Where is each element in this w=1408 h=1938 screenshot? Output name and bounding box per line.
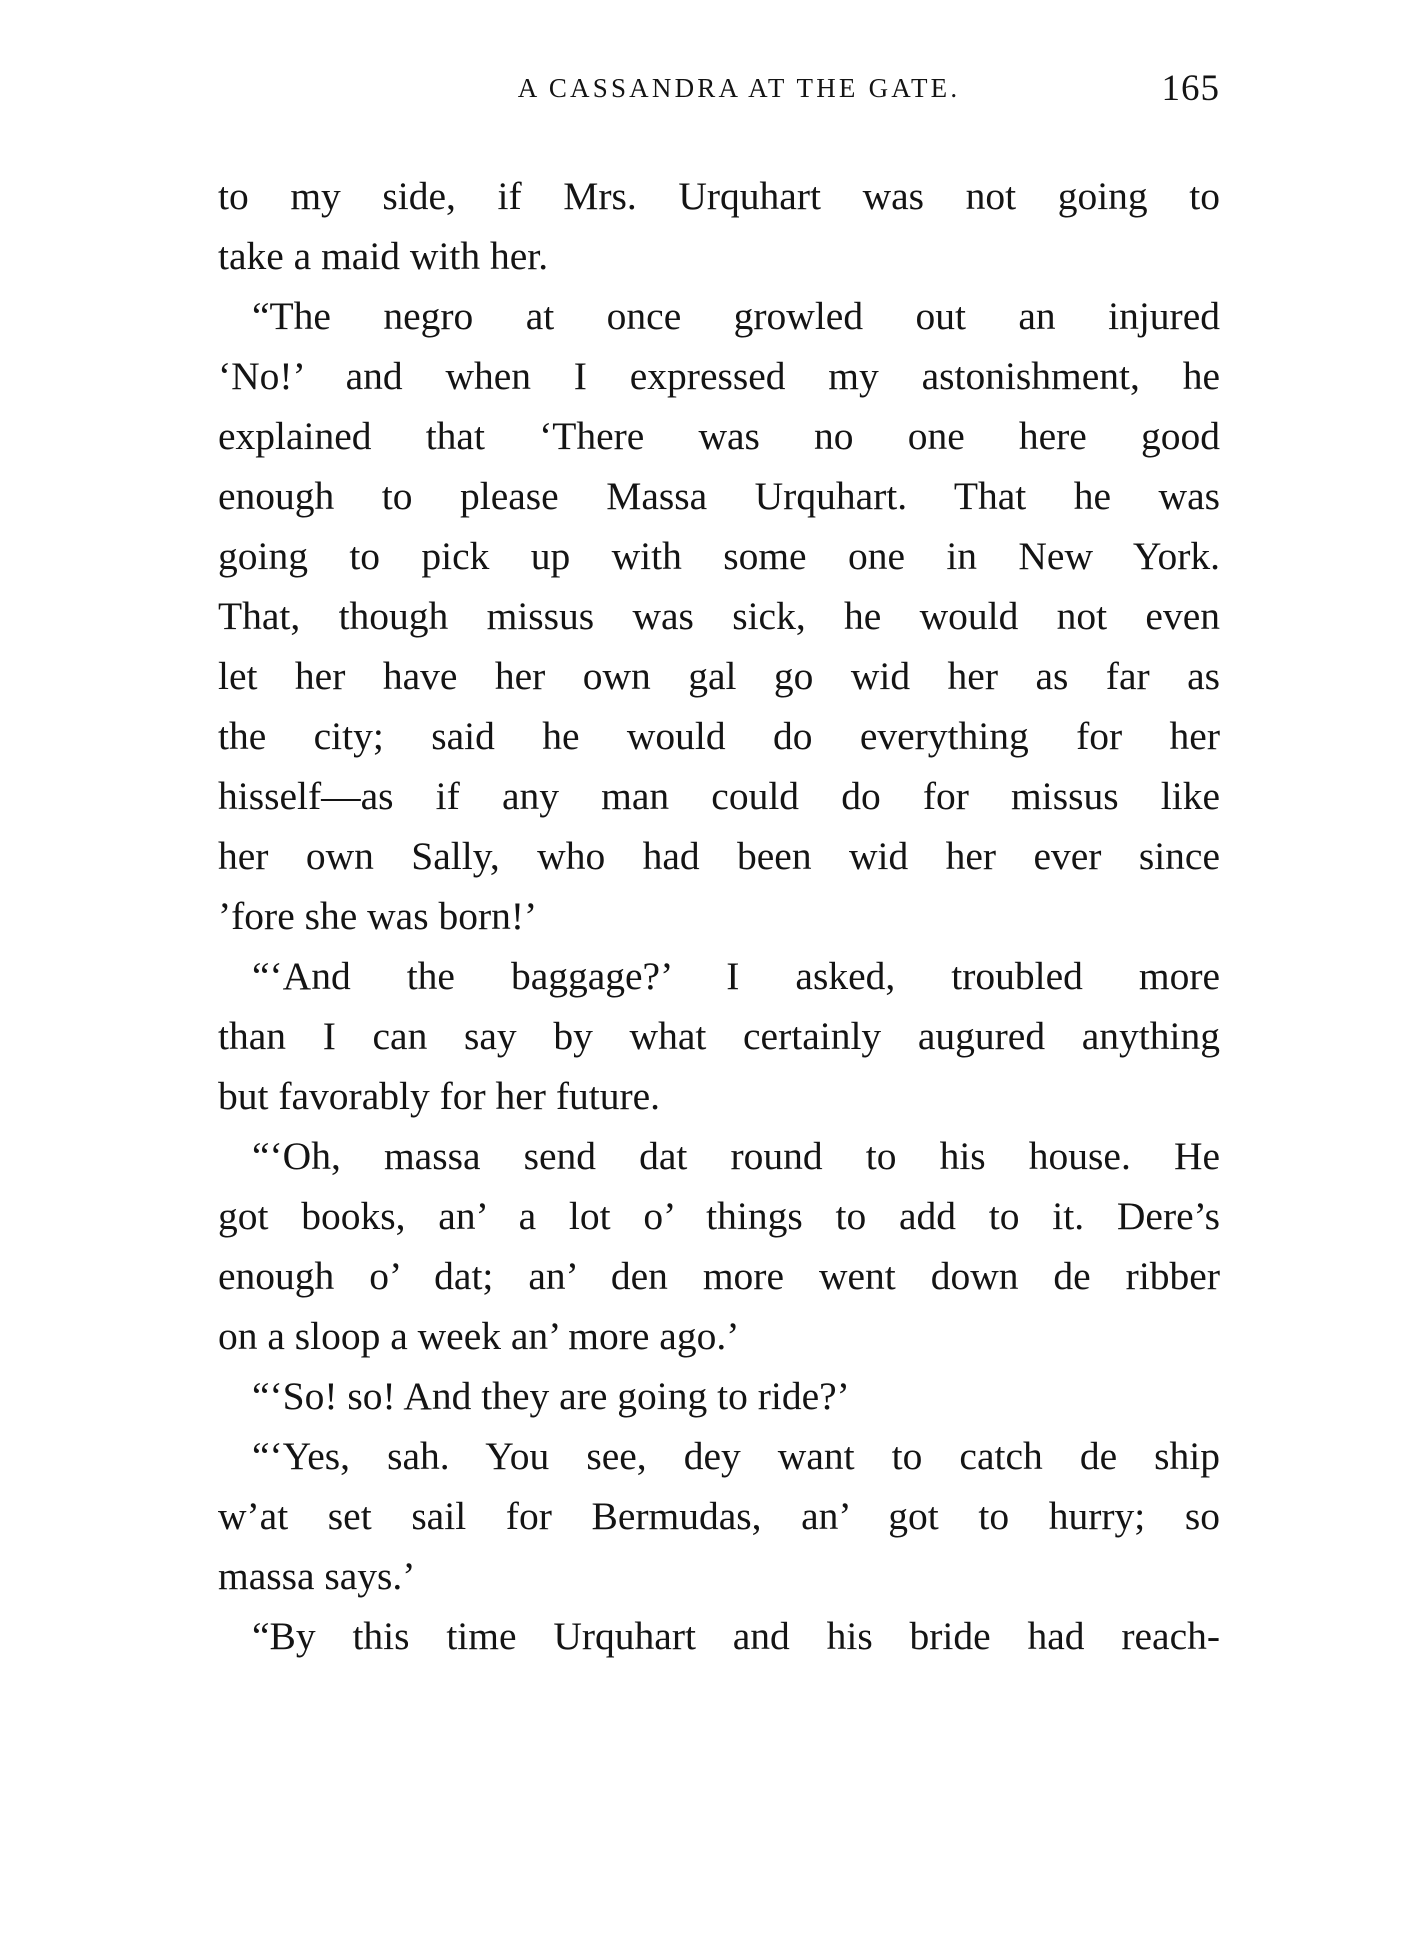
text-line: going to pick up with some one in New York. [218, 534, 1220, 578]
running-title: A CASSANDRA AT THE GATE. [517, 73, 961, 103]
text-line: than I can say by what certainly augured anything [218, 1014, 1220, 1058]
running-head [218, 68, 1220, 113]
text-line: let her have her own gal go wid her as far as [218, 654, 1220, 698]
text-line: ’fore she was born!’ [218, 894, 538, 938]
text-line: That, though missus was sick, he would not even [218, 594, 1220, 638]
text-line: “‘Yes, sah. You see, dey want to catch de ship [252, 1434, 1220, 1478]
text-line: “‘Oh, massa send dat round to his house. He [252, 1134, 1220, 1178]
text-line: “‘And the baggage?’ I asked, troubled more [252, 954, 1220, 998]
text-line: hisself—as if any man could do for missus like [218, 774, 1220, 818]
text-line: enough o’ dat; an’ den more went down de ribber [218, 1254, 1220, 1298]
text-line: ‘No!’ and when I expressed my astonishment, he [218, 354, 1220, 398]
text-line: enough to please Massa Urquhart. That he was [218, 474, 1220, 518]
text-line: the city; said he would do everything for her [218, 714, 1220, 758]
text-line: explained that ‘There was no one here good [218, 414, 1220, 458]
text-line: “The negro at once growled out an injured [252, 294, 1220, 338]
page-number: 165 [1161, 68, 1220, 109]
text-line: w’at set sail for Bermudas, an’ got to hurry; so [218, 1494, 1220, 1538]
text-line: her own Sally, who had been wid her ever since [218, 834, 1220, 878]
text-line: to my side, if Mrs. Urquhart was not going to [218, 174, 1220, 218]
text-line: take a maid with her. [218, 234, 549, 278]
text-line: got books, an’ a lot o’ things to add to it. Dere’s [218, 1194, 1220, 1238]
text-line: on a sloop a week an’ more ago.’ [218, 1314, 740, 1358]
text-line: “By this time Urquhart and his bride had reach- [252, 1614, 1220, 1658]
text-line: “‘So! so! And they are going to ride?’ [252, 1374, 850, 1418]
text-line: massa says.’ [218, 1554, 416, 1598]
text-line: but favorably for her future. [218, 1074, 661, 1118]
body-text [218, 166, 1220, 1666]
